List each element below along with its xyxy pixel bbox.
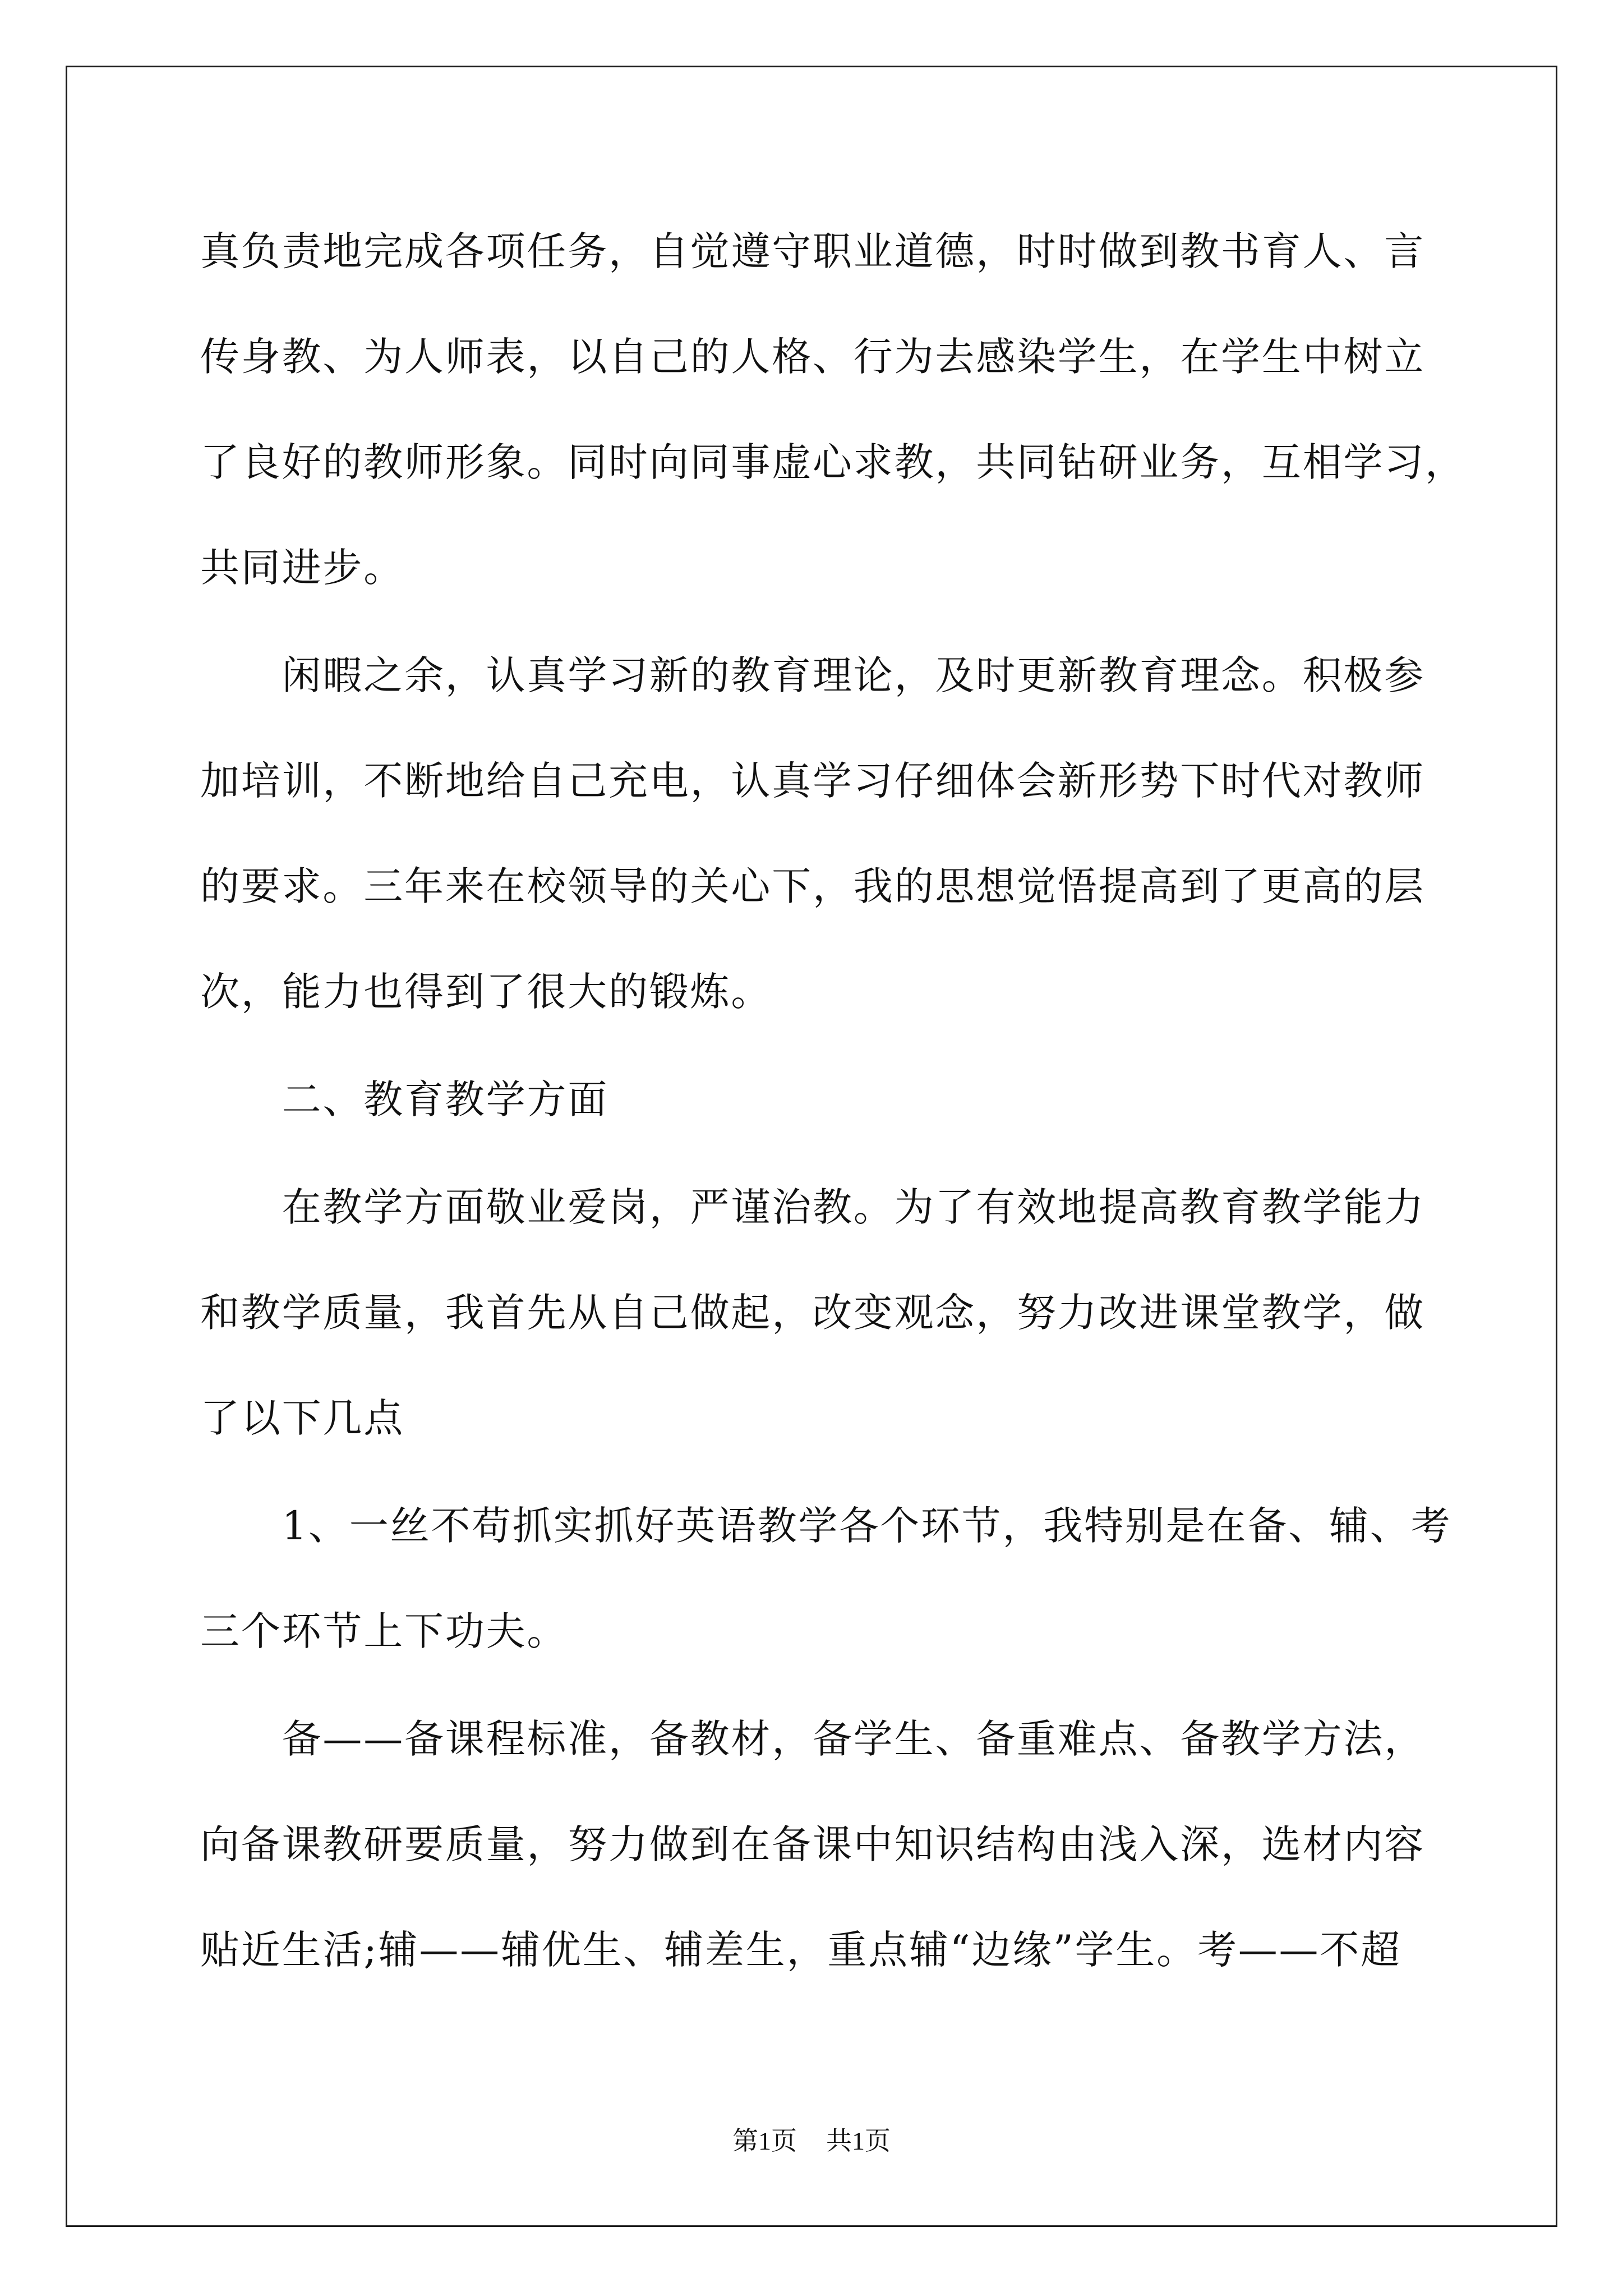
text-line: 三个环节上下功夫。 [200, 1608, 568, 1654]
page-footer [0, 2124, 1623, 2158]
paragraph [200, 623, 1507, 1045]
text-line: 次，能力也得到了很大的锻炼。 [200, 969, 772, 1015]
paragraph [200, 1473, 1507, 1684]
text-line: 1、一丝不苟抓实抓好英语教学各个环节，我特别是在备、辅、考 [282, 1503, 1452, 1549]
text-line: 闲暇之余，认真学习新的教育理论，及时更新教育理念。积极参 [282, 652, 1425, 698]
text-line: 备——备课程标准，备教材，备学生、备重难点、备教学方法， [282, 1716, 1425, 1762]
text-line: 和教学质量，我首先从自己做起，改变观念，努力改进课堂教学，做 [200, 1290, 1425, 1336]
paragraph [200, 199, 1507, 620]
text-line: 真负责地完成各项任务，自觉遵守职业道德，时时做到教书育人、言 [200, 228, 1425, 274]
text-line: 传身教、为人师表，以自己的人格、行为去感染学生，在学生中树立 [200, 334, 1425, 380]
text-line: 贴近生活;辅——辅优生、辅差生，重点辅“边缘”学生。考——不超 [200, 1927, 1401, 1973]
section-heading-text: 二、教育教学方面 [282, 1076, 608, 1122]
text-line: 共同进步。 [200, 545, 404, 591]
paragraph [200, 1686, 1507, 2003]
text-line: 了以下几点 [200, 1395, 404, 1441]
text-line: 加培训，不断地给自己充电，认真学习仔细体会新形势下时代对教师 [200, 758, 1425, 804]
text-line: 在教学方面敬业爱岗，严谨治教。为了有效地提高教育教学能力 [282, 1184, 1425, 1230]
paragraph [200, 1154, 1507, 1471]
document-body [200, 199, 1507, 2003]
page-total: 共1页 [826, 2127, 891, 2155]
page-number: 第1页 [732, 2127, 797, 2155]
section-heading [200, 1047, 1507, 1152]
text-line: 了良好的教师形象。同时向同事虚心求教，共同钻研业务，互相学习， [200, 439, 1466, 485]
text-line: 的要求。三年来在校领导的关心下，我的思想觉悟提高到了更高的层 [200, 863, 1425, 909]
text-line: 向备课教研要质量，努力做到在备课中知识结构由浅入深，选材内容 [200, 1821, 1425, 1867]
